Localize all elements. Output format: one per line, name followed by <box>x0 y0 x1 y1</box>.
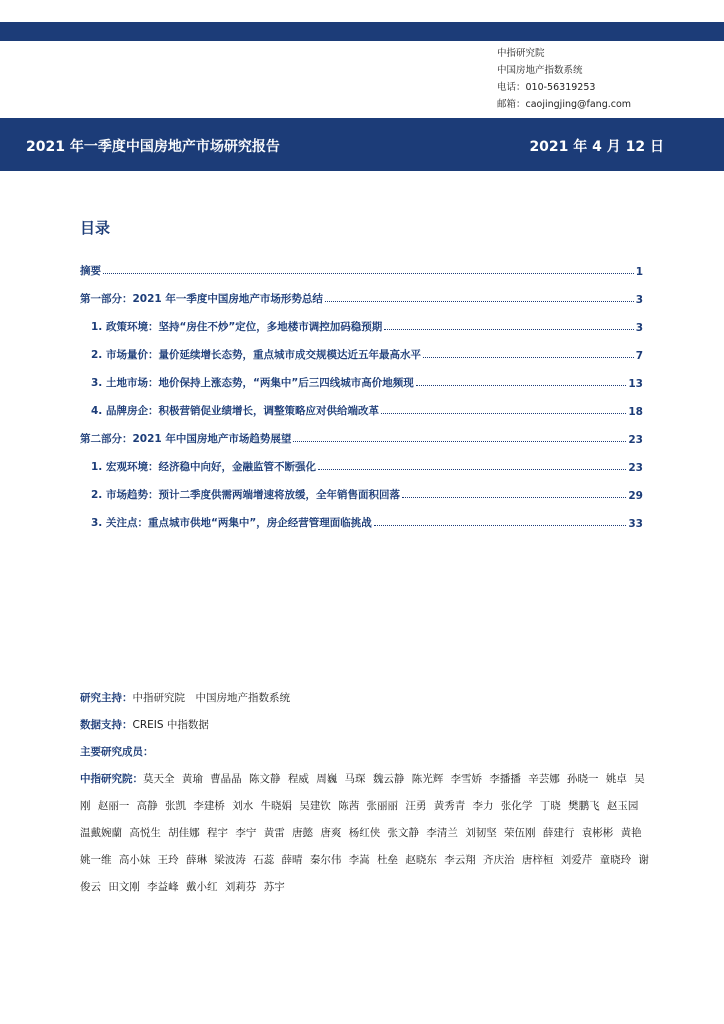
toc-entry[interactable]: 3. 土地市场：地价保持上涨态势，“两集中”后三四线城市高价地频现 13 <box>91 377 643 390</box>
report-title: 2021 年一季度中国房地产市场研究报告 <box>26 139 280 155</box>
toc-entry[interactable]: 摘要 1 <box>80 265 643 278</box>
phone: 电话：010-56319253 <box>497 82 596 93</box>
toc-entry[interactable]: 2. 市场趋势：预计二季度供需两端增速将放缓，全年销售面积回落 29 <box>91 489 643 502</box>
toc-entry[interactable]: 第二部分：2021 年中国房地产市场趋势展望 23 <box>80 433 643 446</box>
toc-entry[interactable]: 2. 市场量价：量价延续增长态势，重点城市成交规模达近五年最高水平 7 <box>91 349 643 362</box>
toc-heading: 目录 <box>80 219 111 237</box>
members-heading: 主要研究成员： <box>80 746 154 758</box>
top-accent-bar <box>0 22 724 41</box>
report-date: 2021 年 4 月 12 日 <box>529 139 664 155</box>
toc-entry[interactable]: 第一部分：2021 年一季度中国房地产市场形势总结 3 <box>80 293 643 306</box>
toc-entry[interactable]: 4. 品牌房企：积极营销促业绩增长，调整策略应对供给端改革 18 <box>91 405 643 418</box>
toc-entry[interactable]: 3. 关注点：重点城市供地“两集中”，房企经营管理面临挑战 33 <box>91 517 643 530</box>
members-list: 中指研究院：莫天全 黄瑜 曹晶晶 陈文静 程威 周巍 马琛 魏云静 陈光辉 李雪娇 李播播 辛芸娜 孙晓一 姚卓 吴刚 赵丽一 高静 张凯 李建桥 刘水 牛晓娟 吴建钦 陈茜 张丽丽 汪勇 黄秀青 李力 张化学 丁晓 樊鹏飞 赵玉园 温戴婉蘭 高悦生 胡佳娜 程宇 李宁 黄雷 唐懿 唐爽 杨红侠 张文静 李清兰 刘韧坚 荣伍刚 薛建行 袁彬彬 黄艳 姚一维 高小妹 王玲 薛琳 梁波涛 石蕊 薛晴 秦尔伟 李嵩 杜垒 赵晓东 李云翔 齐庆治 唐梓桓 刘爱芹 童晓玲 谢俊云 田文刚 李益峰 戴小红 刘莉芬 苏宇 <box>80 773 649 893</box>
org-name: 中指研究院 <box>497 48 545 59</box>
toc-entry[interactable]: 1. 政策环境：坚持“房住不炒”定位，多地楼市调控加码稳预期 3 <box>91 321 643 334</box>
title-banner <box>0 118 724 171</box>
system-name: 中国房地产指数系统 <box>497 65 583 76</box>
credits-block <box>80 685 650 901</box>
toc-entry[interactable]: 1. 宏观环境：经济稳中向好，金融监管不断强化 23 <box>91 461 643 474</box>
email: 邮箱：caojingjing@fang.com <box>497 99 632 110</box>
contact-block <box>497 45 631 113</box>
data-support: 数据支持：CREIS 中指数据 <box>80 719 209 731</box>
research-host: 研究主持：中指研究院 中国房地产指数系统 <box>80 692 290 704</box>
